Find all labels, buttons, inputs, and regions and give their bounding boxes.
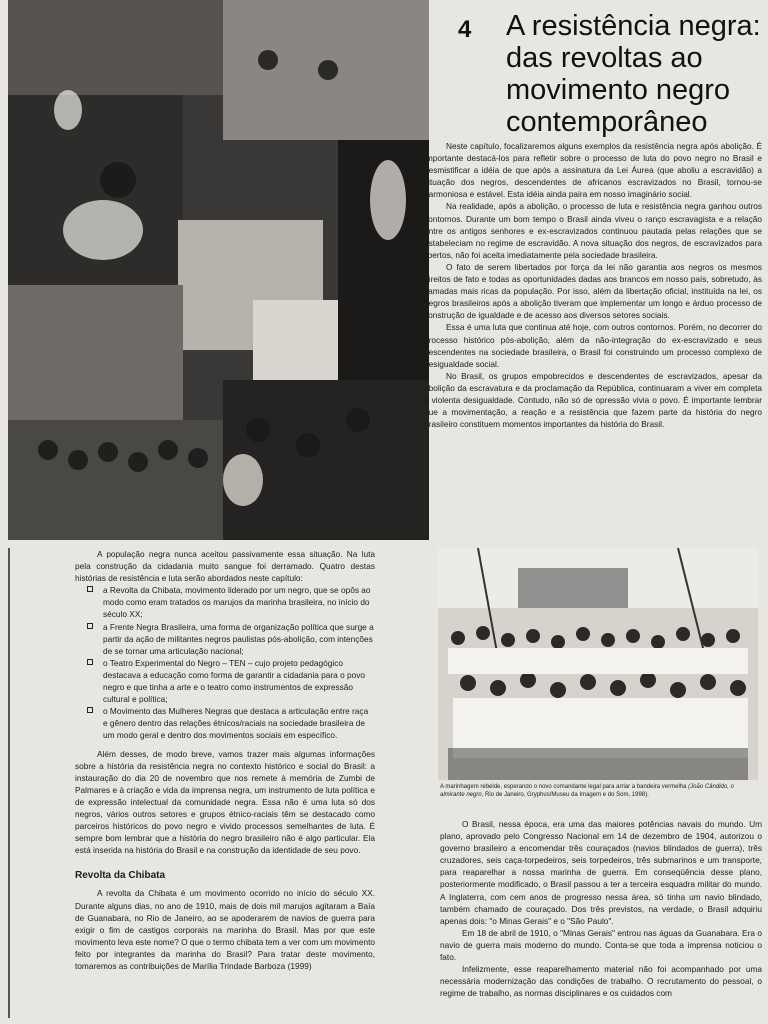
sailors-photo xyxy=(438,548,758,780)
list-item xyxy=(103,657,375,705)
caption-italic: (João Cândido, o almirante negro, xyxy=(440,784,734,798)
right-column xyxy=(440,818,762,999)
chapter-title: A resistência negra: das revoltas ao movimento negro contemporâneo xyxy=(506,10,761,138)
photo-caption xyxy=(440,784,760,799)
list-item xyxy=(103,584,375,620)
margin-rule xyxy=(8,548,10,1018)
chapter-number: 4 xyxy=(458,16,472,43)
square-bullet-icon xyxy=(87,623,93,629)
section-heading: Revolta da Chibata xyxy=(75,870,166,882)
body-paragraph: A revolta da Chibata é um movimento ocorrido no início do século XX. Durante alguns dias, no ano de 1910, mais de dois mil marujos agitaram a Baía de Guanabara, no Rio de Janeiro, ao se apoderarem de navios de guerra para exigir o fim de castigos corporais na marinha do Brasil. Mas por que este movimento leva este nome? O que o termo chibata tem a ver com um movimento feito por integrantes da marinha do Brasil? Para tratar deste movimento, tomaremos as contribuições de Marília Trindade Barboza (1999) xyxy=(75,888,375,971)
topics-list xyxy=(75,584,375,741)
list-item-text: o Teatro Experimental do Negro – TEN – cujo projeto pedagógico destacava a educação como forma de garantir a cidadania para o povo negro e que tinha a arte e o teatro como instrumentos de expressão cultural e política; xyxy=(103,657,365,705)
intro-paragraph: Na realidade, após a abolição, o processo de luta e resistência negra ganhou outros contornos. Durante um bom tempo o Brasil ainda viveu o ranço escravagista e a relação entre os antigos senhores e ex-escravizados continuou pautada pelas relações que se estabeleciam no regime de escravidão. A nova situação dos negros, de escravizados para libertos, não foi aceita imediatamente pela sociedade brasileira. xyxy=(424,201,762,260)
square-bullet-icon xyxy=(87,586,93,592)
left-column xyxy=(75,548,375,972)
sailors-image xyxy=(438,548,758,780)
photo-collage xyxy=(8,0,429,540)
list-item-text: o Movimento das Mulheres Negras que destaca a articulação entre raça e gênero dentro das relações étnicos/raciais na sociedade brasileira de um modo geral e dentro dos movimentos sociais em específico. xyxy=(103,706,369,741)
intro-paragraph: Neste capítulo, focalizaremos alguns exemplos da resistência negra após abolição. É importante destacá-los para refletir sobre o processo de luta do povo negro no Brasil e desmistificar a idéia de que após a assinatura da Lei Áurea (que aboliu a escravidão) a situação dos negros, descendentes de africanos escravizados no Brasil, tornou-se harmoniosa e estável. Esta idéia ainda paira em nosso imaginário social. xyxy=(424,141,762,200)
caption-text: A marinhagem rebelde, esperando o novo comandante legal para arriar a bandeira vermelha xyxy=(440,784,687,790)
intro-paragraph: No Brasil, os grupos empobrecidos e descendentes de escravizados, apesar da abolição da escravatura e da proclamação da República, continuaram a viver em completa e violenta desigualdade. Contudo, não só de opressão vivia o povo. É importante lembrar que a movimentação, a reação e a resistência que fazem parte da história do negro brasileiro constituem momentos importantes da história do Brasil. xyxy=(424,370,762,430)
body-paragraph: O Brasil, nessa época, era uma das maiores potências navais do mundo. Um plano, aprovado pelo Congresso Nacional em 14 de dezembro de 1904, autorizou o governo brasileiro a encomendar três couraçados (navios blindados de guerra), três cruzadores, seis caça-torpedeiros, seis torpedeiros, três submarinos e um transporte, para reaparelhar a nossa marinha de guerra. Em conseqüência desse plano, posteriormente modificado, o Brasil passou a ter a terceira esquadra militar do mundo. A Inglaterra, com cem anos de progresso nessa área, só tinha um navio blindado, também chamado de couraçado. Dos três previstos, na verdade, o Brasil adquiriu apenas dois: "o Minas Gerais" e o "São Paulo". xyxy=(440,819,762,926)
list-item xyxy=(103,621,375,657)
square-bullet-icon xyxy=(87,659,93,665)
body-paragraph: Infelizmente, esse reaparelhamento material não foi acompanhado por uma necessária modernização das condições de trabalho. O recrutamento do pessoal, o regime de trabalho, as normas disciplinares e os cuidados com xyxy=(440,964,762,999)
list-item-text: a Revolta da Chibata, movimento liderado por um negro, que se opôs ao modo como eram tratados os marujos da marinha brasileira, no início do século XX; xyxy=(103,585,371,620)
collage-image xyxy=(8,0,429,540)
lead-paragraph: A população negra nunca aceitou passivamente essa situação. Na luta pela construção da cidadania muito sangue foi derramado. Quatro destas histórias de resistência e luta serão abordados neste capítulo: xyxy=(75,549,375,584)
caption-source: Rio de Janeiro, Gryphus/Museu da Imagem e do Som, 1998). xyxy=(485,791,649,798)
list-item xyxy=(103,705,375,741)
body-paragraph: Em 18 de abril de 1910, o "Minas Gerais" entrou nas águas da Guanabara. Era o navio de guerra mais moderno do mundo. Conta-se que toda a imprensa noticiou o fato. xyxy=(440,927,762,963)
intro-text xyxy=(424,140,762,430)
square-bullet-icon xyxy=(87,707,93,713)
list-item-text: a Frente Negra Brasileira, uma forma de organização política que surge a partir da ação de militantes negros paulistas pós-abolição, com intenções de se tornar uma articulação nacional; xyxy=(103,621,374,656)
intro-paragraph: O fato de serem libertados por força da lei não garantia aos negros os mesmos direitos de fato e todas as oportunidades dadas aos brancos em nosso país, sobretudo, às camadas mais ricas da população. Por isso, além da libertação oficial, instituída na lei, os negros brasileiros após a abolição tiveram que implementar um longo e árduo processo de construção de igualdade e de acesso aos diversos setores sociais. xyxy=(424,261,762,321)
body-paragraph: Além desses, de modo breve, vamos trazer mais algumas informações sobre a história da resistência negra no contexto histórico e social do Brasil: a instauração do dia 20 de novembro que nos remete à memória de Zumbi de Palmares e à criação e vida da imprensa negra, um instrumento de luta política e de expressão intelectual da comunidade negra. Essa não é uma luta só dos negros, vários outros setores e grupos étnico-raciais têm se destacado como parceiros históricos do povo negro e vivido processos semelhantes de luta. É sempre bom lembrar que a história do negro brasileiro não é algo particular. Ela está inserida na história do Brasil e na construção da identidade de seu povo. xyxy=(75,748,375,856)
intro-paragraph: Essa é uma luta que continua até hoje, com outros contornos. Porém, no decorrer do processo histórico pós-abolição, além da não-integração do ex-escravizado e seus descendentes na sociedade brasileira, o Brasil foi construindo um processo complexo de desigualdade social. xyxy=(424,322,762,369)
